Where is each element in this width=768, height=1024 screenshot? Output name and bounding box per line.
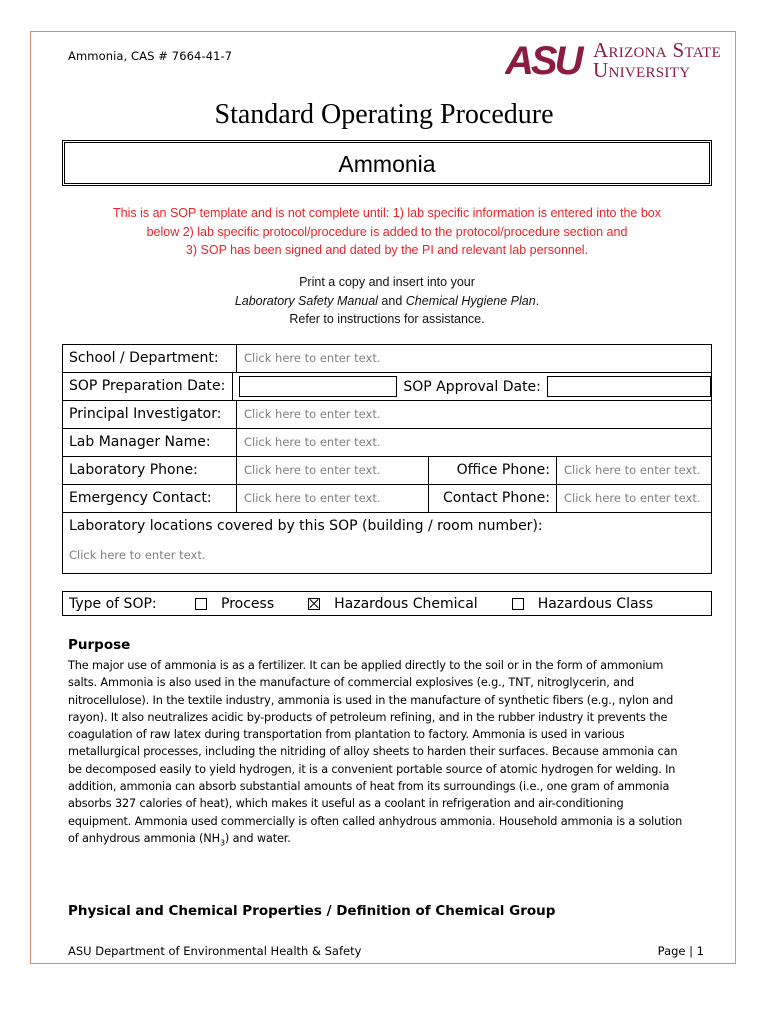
footer-page-number: Page | 1 bbox=[657, 944, 704, 958]
safety-manual-text: Laboratory Safety Manual bbox=[234, 293, 378, 308]
lab-info-form bbox=[62, 344, 712, 574]
print-note-line1: Print a copy and insert into your bbox=[299, 275, 475, 289]
notice-line-3: 3) SOP has been signed and dated by the PI and relevant lab personnel. bbox=[185, 243, 589, 257]
phone-row bbox=[63, 457, 711, 485]
office-phone-label: Office Phone: bbox=[429, 457, 557, 484]
purpose-line: rayon). It also neutralizes acidic by-products of petroleum refining, and in the rubber industry it prevents the bbox=[68, 710, 668, 724]
purpose-line: The major use of ammonia is as a fertilizer. It can be applied directly to the soil or in the form of ammonium bbox=[68, 659, 664, 672]
approval-date-label: SOP Approval Date: bbox=[403, 378, 541, 395]
notice-line-1: This is an SOP template and is not complete until: 1) lab specific information is entered into the box bbox=[113, 206, 661, 220]
hazardous-class-option-label: Hazardous Class bbox=[537, 595, 654, 612]
contact-phone-label: Contact Phone: bbox=[429, 485, 557, 512]
sop-type-label: Type of SOP: bbox=[69, 595, 157, 612]
locations-label: Laboratory locations covered by this SOP (building / room number): bbox=[69, 518, 543, 534]
purpose-line: salts. Ammonia is also used in the manufacture of commercial explosives (e.g., TNT, nitroglycerin, and bbox=[68, 676, 634, 690]
lab-phone-label: Laboratory Phone: bbox=[63, 457, 237, 484]
print-note-line3: Refer to instructions for assistance. bbox=[289, 312, 485, 326]
purpose-last-start: of anhydrous ammonia (NH bbox=[68, 831, 220, 845]
hazardous-chemical-option-label: Hazardous Chemical bbox=[334, 595, 478, 612]
process-option[interactable] bbox=[195, 596, 274, 612]
emergency-label: Emergency Contact: bbox=[63, 485, 237, 512]
prep-date-input[interactable] bbox=[239, 376, 397, 397]
print-note bbox=[62, 273, 712, 329]
properties-heading: Physical and Chemical Properties / Definition of Chemical Group bbox=[68, 903, 556, 919]
locations-input[interactable]: Click here to enter text. bbox=[69, 548, 206, 562]
purpose-line: equipment. Ammonia used commercially is often called anhydrous ammonia. Household ammonia is a solution bbox=[68, 814, 683, 828]
office-phone-input[interactable]: Click here to enter text. bbox=[564, 463, 701, 477]
contact-phone-input[interactable]: Click here to enter text. bbox=[564, 491, 701, 505]
nh3-subscript: 3 bbox=[219, 838, 225, 848]
locations-row bbox=[63, 513, 711, 573]
asu-logo-text: ASU bbox=[505, 40, 581, 78]
lab-manager-label: Lab Manager Name: bbox=[63, 429, 237, 456]
purpose-line: absorbs 327 calories of heat), which makes it useful as a coolant in refrigeration and air-conditioning bbox=[68, 797, 624, 811]
logo-line1: Arizona State bbox=[593, 38, 722, 62]
prep-date-label: SOP Preparation Date: bbox=[63, 373, 233, 400]
period-text: . bbox=[535, 293, 540, 308]
hygiene-plan-text: Chemical Hygiene Plan bbox=[405, 293, 536, 308]
hazardous-class-checkbox-icon[interactable] bbox=[512, 598, 524, 610]
emergency-input[interactable]: Click here to enter text. bbox=[237, 485, 429, 512]
footer-department: ASU Department of Environmental Health & Safety bbox=[68, 944, 362, 958]
lab-manager-row bbox=[63, 429, 711, 457]
purpose-last-end: ) and water. bbox=[224, 831, 291, 845]
asu-logo-name bbox=[593, 40, 721, 80]
notice-line-2: below 2) lab specific protocol/procedure is added to the protocol/procedure section and bbox=[146, 224, 628, 239]
asu-logo-mark bbox=[505, 40, 587, 78]
pi-input[interactable]: Click here to enter text. bbox=[244, 407, 381, 421]
page-title: Standard Operating Procedure bbox=[214, 99, 554, 130]
purpose-line: coagulation of raw latex during transportation from plantation to factory. Ammonia is used in various bbox=[68, 728, 625, 742]
sop-type-row bbox=[62, 591, 712, 616]
lab-manager-input[interactable]: Click here to enter text. bbox=[244, 435, 381, 449]
purpose-line: nitrocellulose). In the textile industry, ammonia is used in the manufacture of synthetic fibers (e.g., nylon and bbox=[68, 693, 674, 707]
hazardous-chemical-checkbox-icon[interactable] bbox=[308, 598, 320, 610]
pi-row bbox=[63, 401, 711, 429]
asu-logo bbox=[505, 40, 730, 82]
purpose-last-line bbox=[68, 830, 708, 847]
logo-line2: University bbox=[593, 58, 691, 82]
lab-phone-input[interactable]: Click here to enter text. bbox=[237, 457, 429, 484]
and-text: and bbox=[377, 293, 406, 308]
purpose-line: be decomposed easily to yield hydrogen, it is a convenient portable source of atomic hydrogen for welding. In bbox=[68, 762, 676, 776]
purpose-line: addition, ammonia can absorb substantial amounts of heat from its surroundings (i.e., one gram of ammonia bbox=[68, 780, 670, 794]
chemical-name-box bbox=[62, 140, 712, 186]
school-input[interactable]: Click here to enter text. bbox=[244, 351, 381, 365]
purpose-heading: Purpose bbox=[68, 637, 131, 653]
header-chemical-cas: Ammonia, CAS # 7664-41-7 bbox=[68, 49, 233, 63]
hazardous-chemical-option[interactable] bbox=[308, 596, 478, 612]
purpose-body bbox=[68, 657, 708, 847]
purpose-line: metallurgical processes, including the nitriding of alloy sheets to harden their surfaces. Because ammonia can bbox=[68, 745, 678, 759]
process-checkbox-icon[interactable] bbox=[195, 598, 207, 610]
process-option-label: Process bbox=[221, 595, 275, 612]
school-label: School / Department: bbox=[63, 345, 237, 372]
school-row bbox=[63, 345, 711, 373]
chemical-name: Ammonia bbox=[338, 151, 436, 177]
dates-row bbox=[63, 373, 711, 401]
print-note-line2 bbox=[62, 292, 712, 311]
hazardous-class-option[interactable] bbox=[512, 596, 653, 612]
approval-date-input[interactable] bbox=[547, 376, 711, 397]
contact-row bbox=[63, 485, 711, 513]
pi-label: Principal Investigator: bbox=[63, 401, 237, 428]
template-notice bbox=[62, 204, 712, 260]
